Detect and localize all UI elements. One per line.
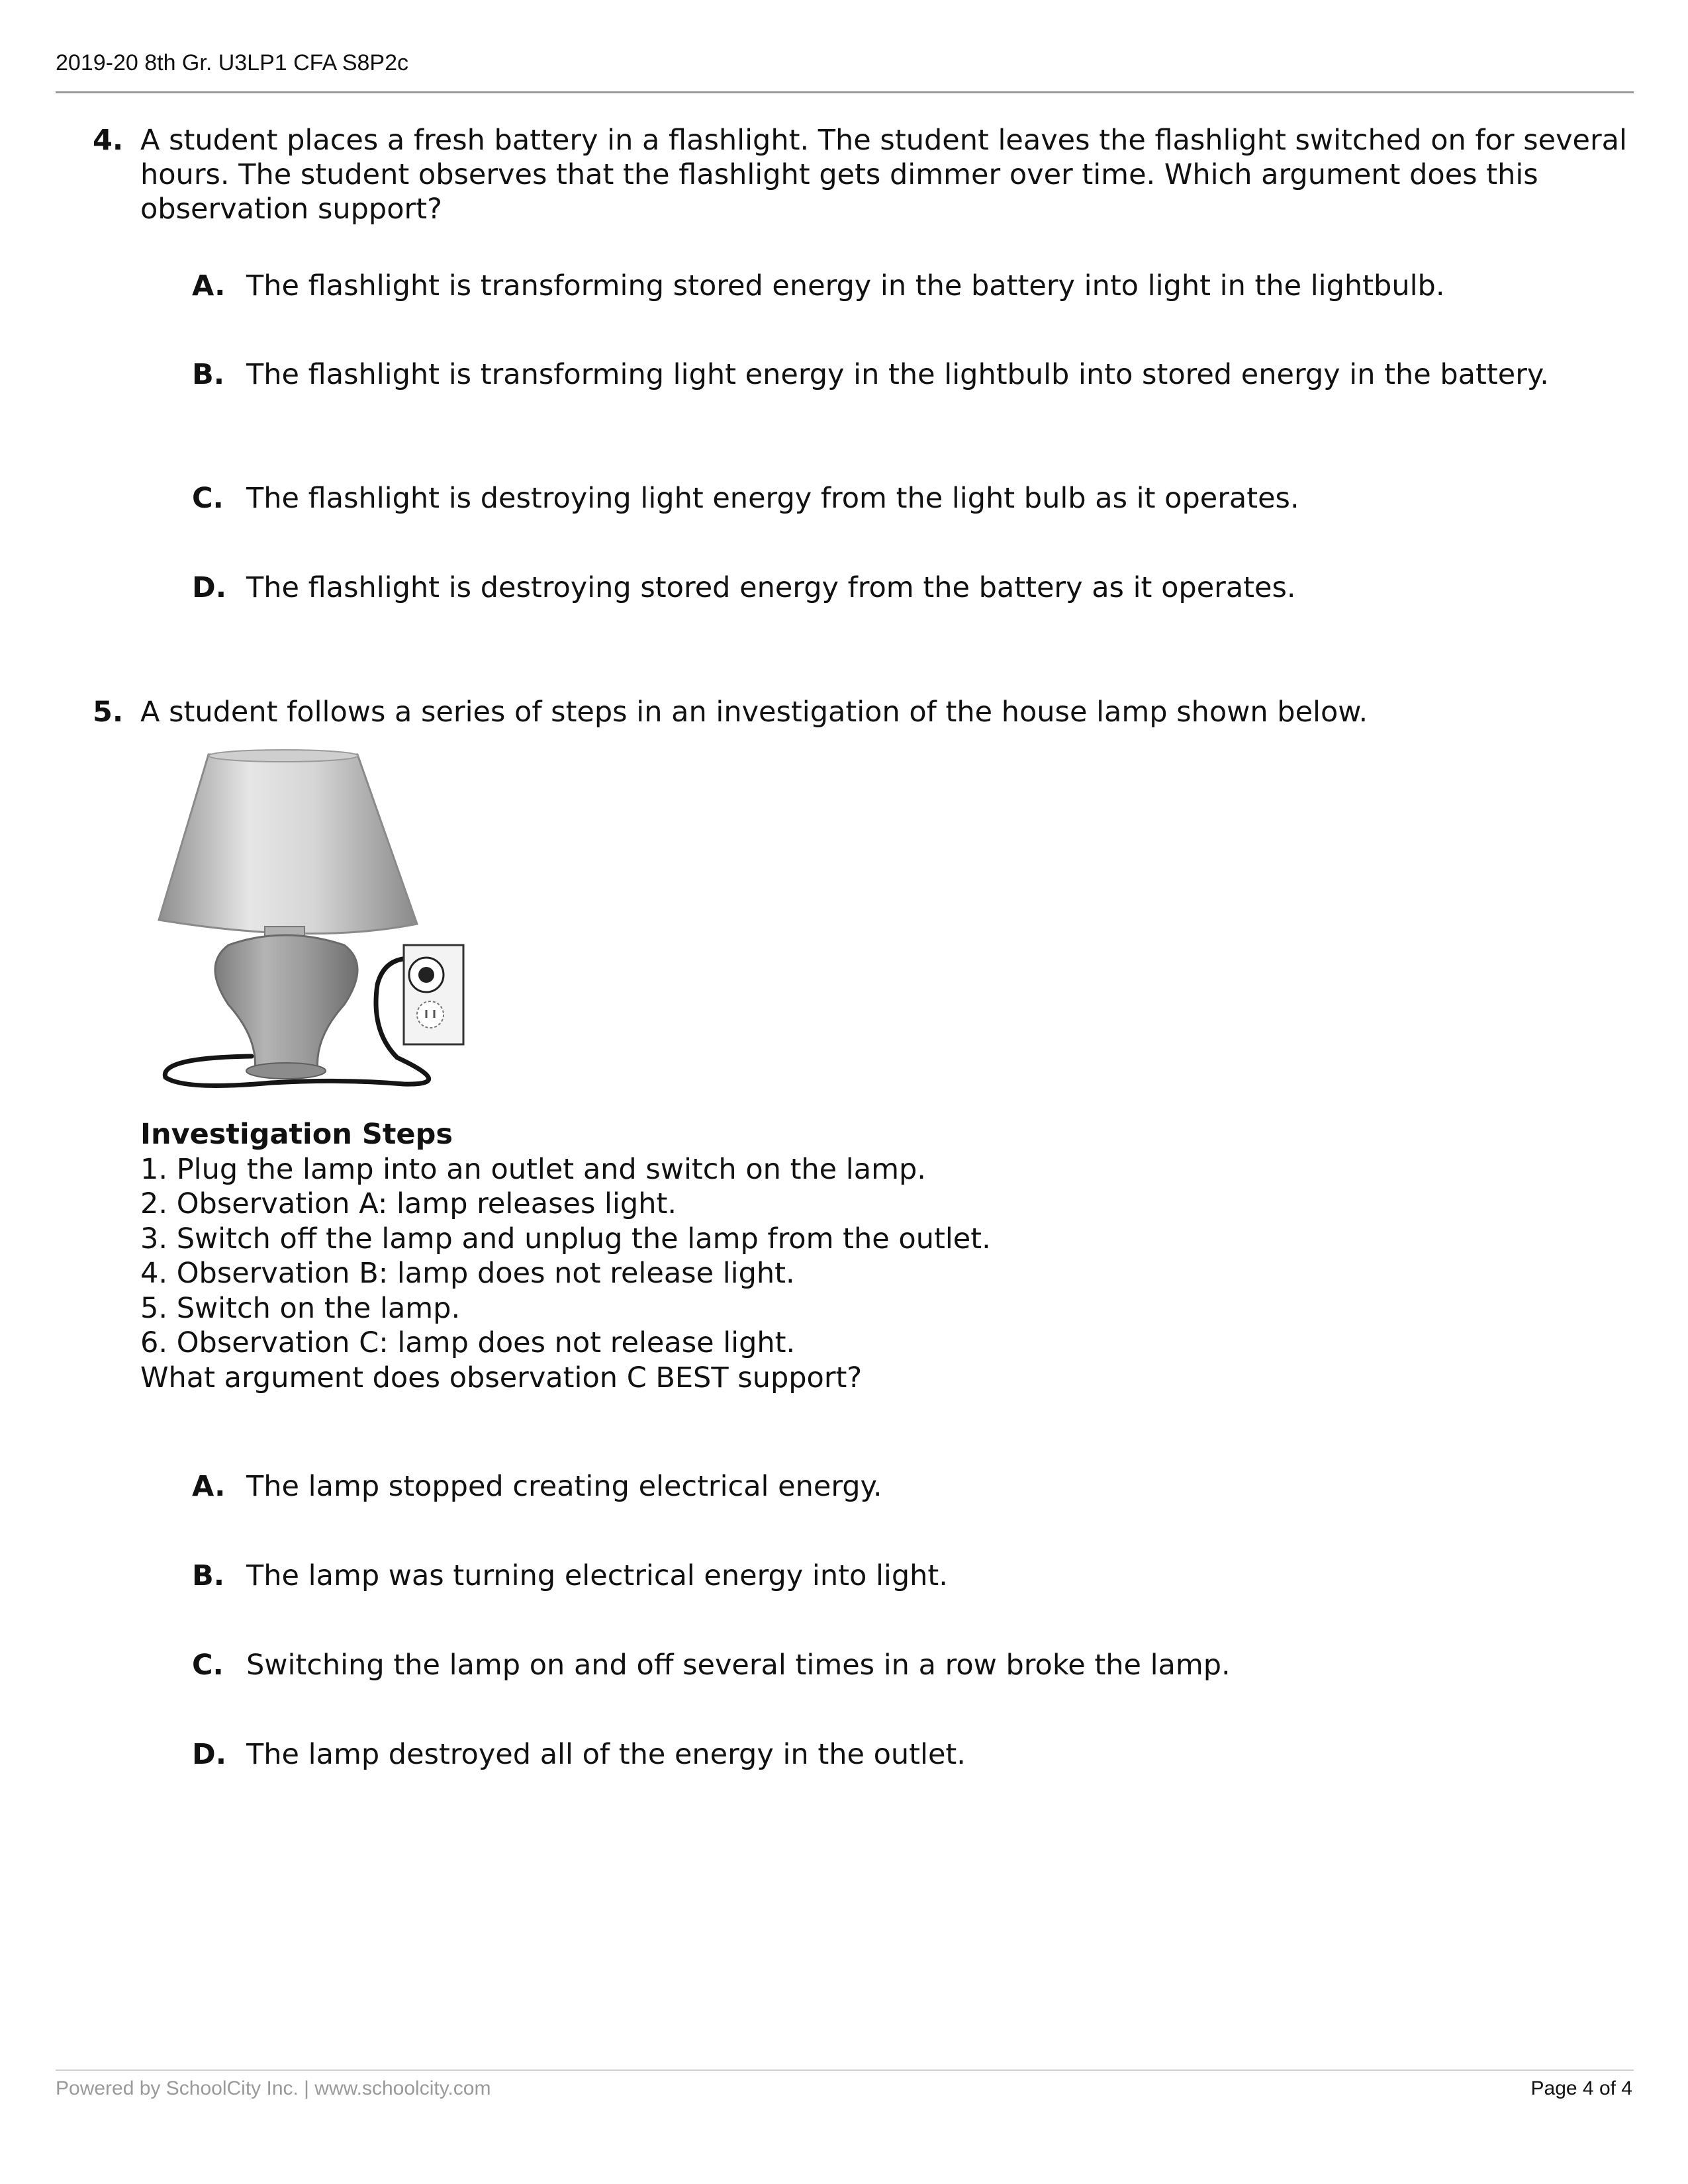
question-stem: A student follows a series of steps in an investigation of the house lamp shown below.: [140, 696, 1368, 729]
option-letter: D.: [192, 1738, 227, 1771]
q4-option-c[interactable]: [192, 481, 1609, 516]
question-5: [93, 695, 1635, 729]
option-text: The lamp was turning electrical energy into light.: [246, 1559, 948, 1592]
question-number: 4.: [93, 124, 124, 157]
footer-page-number: Page 4 of 4: [1530, 2077, 1632, 2099]
option-letter: A.: [192, 1470, 226, 1503]
option-text: The flashlight is transforming stored energy in the battery into light in the lightbulb.: [246, 269, 1445, 302]
q5-option-b[interactable]: [192, 1559, 1609, 1593]
option-text: Switching the lamp on and off several times in a row broke the lamp.: [246, 1649, 1231, 1682]
footer-divider: [56, 2070, 1634, 2071]
step-item: 5. Switch on the lamp.: [140, 1291, 461, 1325]
question-stem: A student places a fresh battery in a flashlight. The student leaves the flashlight switched on for several hours. The student observes that the flashlight gets dimmer over time. Which argument does this observation support?: [140, 124, 1627, 226]
q5-option-c[interactable]: [192, 1648, 1609, 1682]
q4-option-d[interactable]: [192, 570, 1609, 605]
option-letter: A.: [192, 269, 226, 302]
option-text: The lamp stopped creating electrical energy.: [246, 1470, 882, 1503]
step-item: 4. Observation B: lamp does not release light.: [140, 1257, 795, 1290]
q4-option-b[interactable]: [192, 357, 1609, 392]
option-letter: B.: [192, 358, 225, 391]
document-header: 2019-20 8th Gr. U3LP1 CFA S8P2c: [56, 50, 408, 75]
step-item: 6. Observation C: lamp does not release light.: [140, 1326, 796, 1359]
option-text: The lamp destroyed all of the energy in the outlet.: [246, 1738, 966, 1771]
question-4: [93, 123, 1635, 226]
option-letter: C.: [192, 482, 224, 515]
q4-option-a[interactable]: [192, 269, 1609, 303]
house-lamp-illustration: [146, 747, 483, 1104]
header-divider: [56, 91, 1634, 93]
q5-option-d[interactable]: [192, 1737, 1609, 1772]
option-letter: B.: [192, 1559, 225, 1592]
investigation-steps: [140, 1117, 1398, 1395]
step-item: 3. Switch off the lamp and unplug the lamp from the outlet.: [140, 1222, 991, 1255]
footer-powered-by: Powered by SchoolCity Inc. | www.schoolcity.com: [56, 2077, 491, 2099]
steps-title: Investigation Steps: [140, 1118, 453, 1151]
question-prompt: What argument does observation C BEST support?: [140, 1361, 863, 1394]
step-item: 1. Plug the lamp into an outlet and switch on the lamp.: [140, 1152, 926, 1186]
step-item: 2. Observation A: lamp releases light.: [140, 1187, 677, 1220]
option-letter: C.: [192, 1649, 224, 1682]
option-letter: D.: [192, 571, 227, 604]
q5-option-a[interactable]: [192, 1469, 1609, 1504]
question-number: 5.: [93, 696, 124, 729]
option-text: The flashlight is destroying stored energy from the battery as it operates.: [246, 571, 1296, 604]
option-text: The flashlight is transforming light energy in the lightbulb into stored energy in the battery.: [246, 358, 1549, 391]
option-text: The flashlight is destroying light energy from the light bulb as it operates.: [246, 482, 1299, 515]
